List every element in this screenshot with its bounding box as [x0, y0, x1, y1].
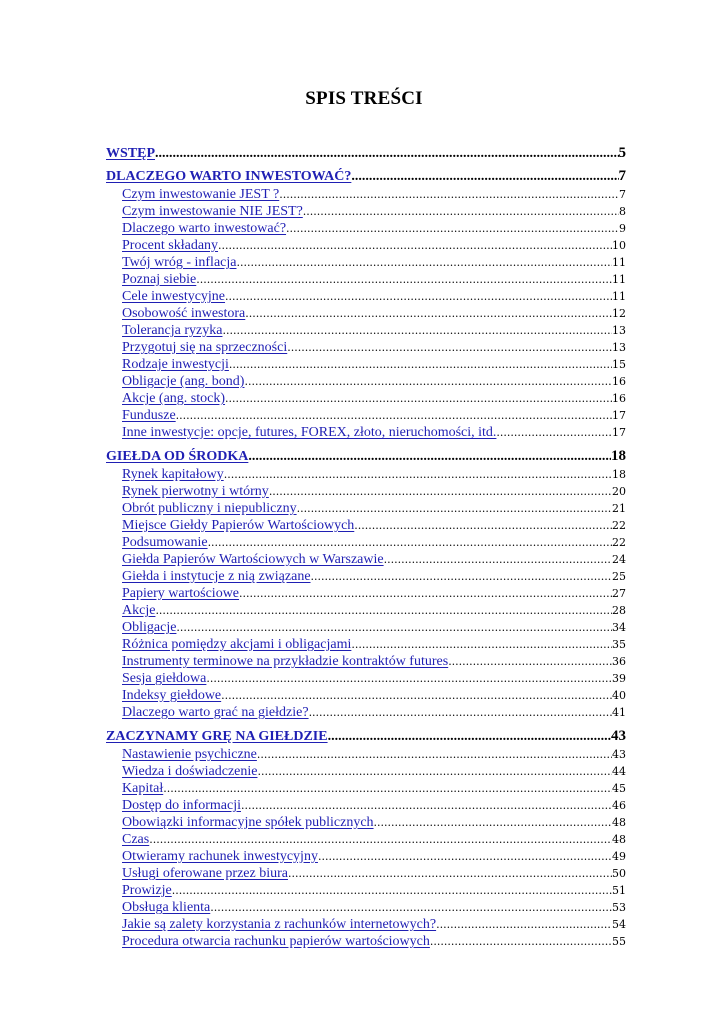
- toc-leader: [225, 390, 612, 407]
- toc-chapter[interactable]: [106, 167, 626, 186]
- toc-section[interactable]: [106, 687, 626, 704]
- toc-link[interactable]: Instrumenty terminowe na przykładzie kontraktów futures: [122, 654, 449, 669]
- toc-page-number: 44: [612, 765, 626, 778]
- toc-leader: [163, 780, 612, 797]
- toc-leader: [311, 568, 612, 585]
- toc-chapter[interactable]: [106, 727, 626, 746]
- toc-link[interactable]: Czym inwestowanie NIE JEST?: [122, 204, 303, 219]
- toc-section[interactable]: [106, 933, 626, 950]
- toc-link[interactable]: Procent składany: [122, 238, 219, 253]
- toc-page-number: 11: [612, 256, 626, 269]
- toc-link[interactable]: WSTĘP: [106, 146, 156, 161]
- toc-link[interactable]: Twój wróg - inflacja: [122, 255, 237, 270]
- toc-section[interactable]: [106, 483, 626, 500]
- toc-leader: [318, 848, 612, 865]
- toc-page-number: 12: [612, 307, 626, 320]
- toc-section[interactable]: [106, 670, 626, 687]
- toc-section[interactable]: [106, 899, 626, 916]
- toc-page-number: 35: [612, 638, 626, 651]
- toc-link[interactable]: Miejsce Giełdy Papierów Wartościowych: [122, 518, 355, 533]
- toc-section[interactable]: [106, 602, 626, 619]
- toc-leader: [430, 933, 612, 950]
- toc-section[interactable]: [106, 373, 626, 390]
- page-title: SPIS TREŚCI: [305, 88, 423, 109]
- toc-page-number: 18: [612, 468, 626, 481]
- toc-link[interactable]: Nastawienie psychiczne: [122, 747, 257, 762]
- toc-leader: [279, 186, 619, 203]
- toc-section[interactable]: [106, 814, 626, 831]
- toc-link[interactable]: Usługi oferowane przez biura: [122, 866, 288, 881]
- toc-section[interactable]: [106, 831, 626, 848]
- toc-link[interactable]: DLACZEGO WARTO INWESTOWAĆ?: [106, 169, 352, 184]
- toc-link[interactable]: Obligacje (ang. bond): [122, 374, 245, 389]
- toc-link[interactable]: Rynek kapitałowy: [122, 467, 224, 482]
- toc-link[interactable]: Dlaczego warto inwestować?: [122, 221, 287, 236]
- toc-section[interactable]: [106, 704, 626, 721]
- toc-link[interactable]: Obsługa klienta: [122, 900, 211, 915]
- toc-page-number: 54: [612, 918, 626, 931]
- toc-leader: [218, 237, 612, 254]
- toc-section[interactable]: [106, 763, 626, 780]
- toc-page-number: 51: [612, 884, 626, 897]
- toc-leader: [354, 517, 612, 534]
- toc-link[interactable]: Indeksy giełdowe: [122, 688, 222, 703]
- toc-chapter[interactable]: [106, 447, 626, 466]
- toc-link[interactable]: Fundusze: [122, 408, 176, 423]
- toc-leader: [172, 882, 612, 899]
- toc-link[interactable]: Giełda Papierów Wartościowych w Warszawie: [122, 552, 384, 567]
- toc-section[interactable]: [106, 186, 626, 203]
- toc-link[interactable]: Akcje (ang. stock): [122, 391, 226, 406]
- toc-leader: [448, 653, 612, 670]
- toc-page-number: 21: [612, 502, 626, 515]
- toc-link[interactable]: Giełda i instytucje z nią związane: [122, 569, 311, 584]
- toc-page-number: 9: [619, 222, 626, 235]
- toc-page-number: 22: [612, 536, 626, 549]
- toc-leader: [224, 466, 612, 483]
- toc-link[interactable]: Czym inwestowanie JEST ?: [122, 187, 280, 202]
- toc-page-number: 53: [612, 901, 626, 914]
- toc-page-number: 45: [612, 782, 626, 795]
- toc-section[interactable]: [106, 517, 626, 534]
- toc-leader: [384, 551, 612, 568]
- toc-page-number: 16: [612, 392, 626, 405]
- toc-leader: [436, 916, 612, 933]
- toc-page-number: 48: [612, 833, 626, 846]
- toc-section[interactable]: [106, 271, 626, 288]
- toc-leader: [221, 687, 612, 704]
- toc-leader: [297, 500, 612, 517]
- toc-page-number: 7: [619, 188, 626, 201]
- table-of-contents: [106, 144, 626, 950]
- toc-page-number: 50: [612, 867, 626, 880]
- toc-section[interactable]: [106, 424, 626, 441]
- toc-leader: [288, 865, 612, 882]
- toc-page-number: 25: [612, 570, 626, 583]
- toc-page-number: 43: [611, 728, 626, 744]
- toc-link[interactable]: GIEŁDA OD ŚRODKA: [106, 449, 249, 464]
- toc-section[interactable]: [106, 636, 626, 653]
- toc-section[interactable]: [106, 746, 626, 763]
- toc-leader: [257, 763, 612, 780]
- toc-section[interactable]: [106, 339, 626, 356]
- toc-page-number: 15: [612, 358, 626, 371]
- toc-leader: [351, 167, 618, 186]
- toc-link[interactable]: Dostęp do informacji: [122, 798, 241, 813]
- toc-link[interactable]: Czas: [122, 832, 150, 847]
- toc-section[interactable]: [106, 551, 626, 568]
- toc-leader: [176, 407, 612, 424]
- toc-link[interactable]: Prowizje: [122, 883, 172, 898]
- toc-page-number: 28: [612, 604, 626, 617]
- toc-page-number: 18: [611, 448, 626, 464]
- toc-page-number: 36: [612, 655, 626, 668]
- toc-section[interactable]: [106, 882, 626, 899]
- toc-leader: [225, 288, 612, 305]
- toc-link[interactable]: Osobowość inwestora: [122, 306, 246, 321]
- toc-link[interactable]: Dlaczego warto grać na giełdzie?: [122, 705, 309, 720]
- toc-leader: [374, 814, 612, 831]
- toc-leader: [206, 670, 612, 687]
- toc-leader: [176, 619, 612, 636]
- toc-leader: [248, 447, 611, 466]
- toc-page-number: 41: [612, 706, 626, 719]
- toc-section[interactable]: [106, 390, 626, 407]
- toc-page-number: 16: [612, 375, 626, 388]
- toc-leader: [222, 322, 612, 339]
- toc-section[interactable]: [106, 203, 626, 220]
- toc-section[interactable]: [106, 356, 626, 373]
- toc-section[interactable]: [106, 237, 626, 254]
- toc-leader: [303, 203, 619, 220]
- toc-link[interactable]: Obligacje: [122, 620, 177, 635]
- toc-leader: [149, 831, 612, 848]
- toc-section[interactable]: [106, 797, 626, 814]
- toc-page-number: 24: [612, 553, 626, 566]
- toc-leader: [328, 727, 611, 746]
- toc-page-number: 17: [612, 426, 626, 439]
- toc-leader: [196, 271, 612, 288]
- toc-link[interactable]: Sesja giełdowa: [122, 671, 207, 686]
- toc-link[interactable]: Podsumowanie: [122, 535, 208, 550]
- toc-page-number: 22: [612, 519, 626, 532]
- toc-link[interactable]: Papiery wartościowe: [122, 586, 240, 601]
- toc-link[interactable]: Poznaj siebie: [122, 272, 197, 287]
- toc-leader: [244, 373, 612, 390]
- toc-link[interactable]: Procedura otwarcia rachunku papierów wartościowych: [122, 934, 430, 949]
- toc-chapter[interactable]: [106, 144, 626, 163]
- toc-section[interactable]: [106, 568, 626, 585]
- toc-leader: [257, 746, 612, 763]
- toc-page-number: 48: [612, 816, 626, 829]
- toc-page-number: 34: [612, 621, 626, 634]
- toc-link[interactable]: ZACZYNAMY GRĘ NA GIEŁDZIE: [106, 729, 328, 744]
- toc-section[interactable]: [106, 653, 626, 670]
- toc-page-number: 43: [612, 748, 626, 761]
- toc-page-number: 11: [612, 273, 626, 286]
- toc-section[interactable]: [106, 780, 626, 797]
- toc-link[interactable]: Rodzaje inwestycji: [122, 357, 229, 372]
- toc-page-number: 55: [612, 935, 626, 948]
- toc-page-number: 40: [612, 689, 626, 702]
- toc-section[interactable]: [106, 407, 626, 424]
- toc-leader: [269, 483, 612, 500]
- toc-page-number: 13: [612, 341, 626, 354]
- toc-section[interactable]: [106, 585, 626, 602]
- toc-page-number: 10: [612, 239, 626, 252]
- toc-section[interactable]: [106, 288, 626, 305]
- toc-section[interactable]: [106, 305, 626, 322]
- toc-leader: [229, 356, 612, 373]
- toc-page-number: 5: [618, 145, 626, 161]
- toc-section[interactable]: [106, 848, 626, 865]
- toc-link[interactable]: Różnica pomiędzy akcjami i obligacjami: [122, 637, 352, 652]
- toc-section[interactable]: [106, 865, 626, 882]
- toc-link[interactable]: Wiedza i doświadczenie: [122, 764, 258, 779]
- toc-page-number: 20: [612, 485, 626, 498]
- toc-page-number: 17: [612, 409, 626, 422]
- toc-leader: [286, 220, 619, 237]
- toc-page-number: 13: [612, 324, 626, 337]
- toc-link[interactable]: Akcje: [122, 603, 156, 618]
- toc-page-number: 49: [612, 850, 626, 863]
- toc-section[interactable]: [106, 619, 626, 636]
- toc-leader: [245, 305, 612, 322]
- toc-link[interactable]: Przygotuj się na sprzeczności: [122, 340, 288, 355]
- toc-leader: [309, 704, 612, 721]
- toc-page-number: 11: [612, 290, 626, 303]
- toc-page-number: 8: [619, 205, 626, 218]
- toc-link[interactable]: Jakie są zalety korzystania z rachunków internetowych?: [122, 917, 437, 932]
- toc-section[interactable]: [106, 500, 626, 517]
- toc-leader: [287, 339, 612, 356]
- toc-leader: [155, 144, 618, 163]
- toc-section[interactable]: [106, 534, 626, 551]
- toc-page-number: 46: [612, 799, 626, 812]
- toc-page-number: 39: [612, 672, 626, 685]
- toc-section[interactable]: [106, 916, 626, 933]
- toc-leader: [239, 585, 612, 602]
- toc-page-number: 27: [612, 587, 626, 600]
- toc-section[interactable]: [106, 254, 626, 271]
- toc-leader: [155, 602, 612, 619]
- toc-leader: [236, 254, 612, 271]
- toc-leader: [351, 636, 612, 653]
- toc-link[interactable]: Obrót publiczny i niepubliczny: [122, 501, 297, 516]
- toc-leader: [210, 899, 612, 916]
- toc-link[interactable]: Obowiązki informacyjne spółek publicznych: [122, 815, 374, 830]
- toc-link[interactable]: Inne inwestycje: opcje, futures, FOREX, złoto, nieruchomości, itd.: [122, 425, 497, 440]
- toc-page-number: 7: [618, 168, 626, 184]
- toc-link[interactable]: Otwieramy rachunek inwestycyjny: [122, 849, 318, 864]
- toc-section[interactable]: [106, 466, 626, 483]
- toc-link[interactable]: Tolerancja ryzyka: [122, 323, 223, 338]
- toc-leader: [496, 424, 612, 441]
- toc-link[interactable]: Rynek pierwotny i wtórny: [122, 484, 269, 499]
- toc-section[interactable]: [106, 322, 626, 339]
- toc-section[interactable]: [106, 220, 626, 237]
- toc-leader: [241, 797, 612, 814]
- toc-link[interactable]: Cele inwestycyjne: [122, 289, 226, 304]
- toc-leader: [208, 534, 612, 551]
- toc-link[interactable]: Kapitał: [122, 781, 164, 796]
